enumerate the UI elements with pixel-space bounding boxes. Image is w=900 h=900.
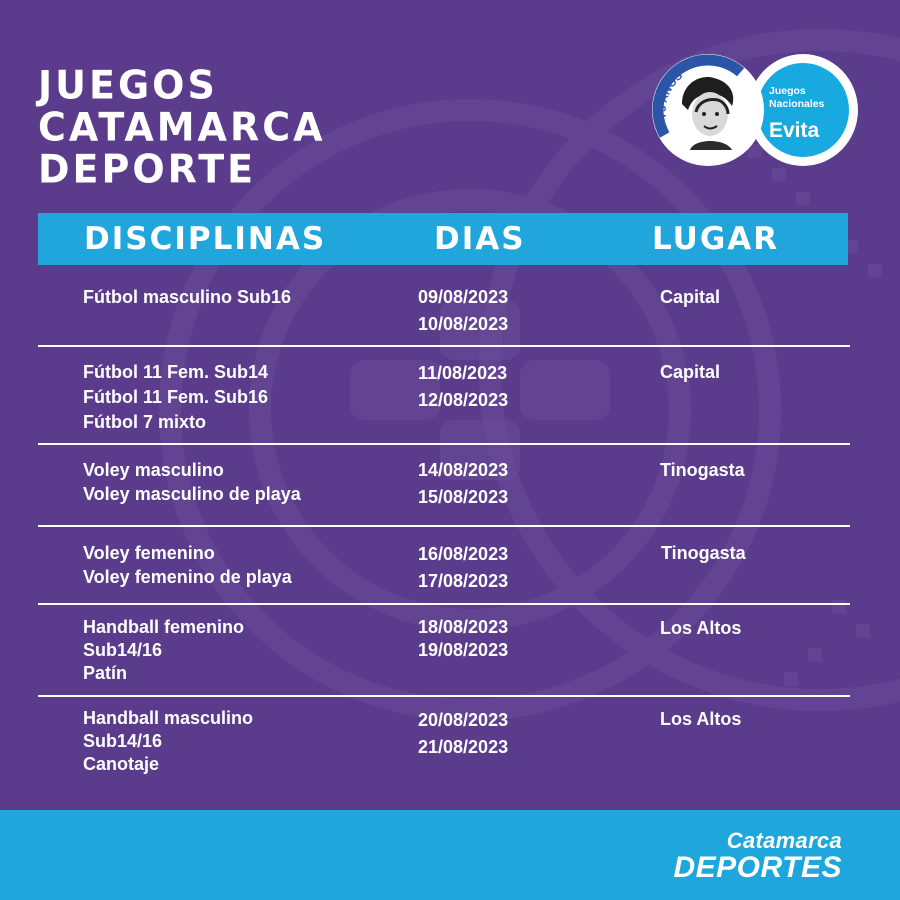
date-item: 15/08/2023 (418, 487, 509, 507)
lugar-cell: Capital (660, 287, 721, 307)
logo-line1: Juegos (769, 85, 806, 97)
logo-anos-text: 75 AÑOS (656, 69, 686, 119)
header-disciplinas: DISCIPLINAS (84, 221, 327, 257)
footer-brand-line1: Catamarca (726, 828, 842, 853)
row-divider (38, 345, 850, 347)
logo-blue-badge (748, 54, 858, 166)
date-item: 18/08/2023 (418, 617, 509, 637)
disciplina-item: Fútbol 11 Fem. Sub16 (83, 387, 269, 407)
disciplina-item: Voley femenino (83, 543, 215, 563)
date-item: 17/08/2023 (418, 571, 509, 591)
header-dias: DIAS (434, 221, 526, 257)
lugar-cell: Capital (660, 362, 721, 382)
svg-text:75 AÑOS (657, 70, 686, 119)
table-row (38, 458, 850, 522)
disciplina-item: Patín (83, 663, 128, 683)
date-item: 11/08/2023 (418, 363, 508, 383)
disciplina-item: Voley masculino de playa (83, 484, 301, 504)
lugar-cell: Tinogasta (660, 460, 745, 480)
row-divider (38, 525, 850, 527)
juegos-evita-logo (652, 52, 858, 172)
table-header (38, 213, 848, 265)
disciplinas-cell (83, 616, 244, 685)
date-item: 14/08/2023 (418, 460, 509, 480)
date-item: 20/08/2023 (418, 710, 509, 730)
dias-cell (418, 457, 508, 511)
title-line: DEPORTE (38, 146, 257, 192)
date-item: 21/08/2023 (418, 737, 509, 757)
disciplina-item: Fútbol masculino Sub16 (83, 287, 292, 307)
date-item: 09/08/2023 (418, 287, 509, 307)
dias-cell (418, 707, 508, 761)
footer-bar (0, 810, 900, 900)
date-item: 12/08/2023 (418, 390, 509, 410)
page-title (38, 64, 358, 190)
disciplinas-cell (83, 360, 268, 435)
disciplina-item: Fútbol 11 Fem. Sub14 (83, 362, 269, 382)
row-divider (38, 603, 850, 605)
logo-line2: Nacionales (769, 98, 825, 110)
logo-line3: Evita (769, 119, 820, 142)
disciplina-item: Fútbol 7 mixto (83, 412, 206, 432)
header-lugar: LUGAR (652, 221, 780, 257)
disciplinas-cell (83, 458, 301, 506)
table-row (38, 360, 850, 440)
lugar-cell: Los Altos (660, 709, 742, 729)
catamarca-deportes-logo (674, 830, 843, 884)
title-line: CATAMARCA (38, 104, 326, 150)
disciplinas-cell (83, 541, 292, 589)
dias-cell (418, 360, 508, 414)
logo-portrait-badge (652, 54, 764, 166)
footer-brand-line2: DEPORTES (673, 851, 842, 884)
disciplina-item: Canotaje (83, 754, 160, 774)
row-divider (38, 695, 850, 697)
table-row (38, 284, 850, 344)
date-item: 19/08/2023 (418, 640, 509, 660)
row-divider (38, 443, 850, 445)
lugar-cell: Los Altos (660, 618, 742, 638)
disciplina-item: Voley femenino de playa (83, 567, 292, 587)
table-row (38, 616, 850, 694)
table-row (38, 541, 850, 603)
dias-cell (418, 616, 508, 662)
disciplina-item: Sub14/16 (83, 731, 163, 751)
disciplinas-cell (83, 285, 291, 309)
table-row (38, 707, 850, 787)
date-item: 16/08/2023 (418, 544, 509, 564)
disciplina-item: Voley masculino (83, 460, 224, 480)
dias-cell (418, 284, 508, 338)
title-line: JUEGOS (38, 62, 218, 108)
date-item: 10/08/2023 (418, 314, 509, 334)
disciplina-item: Handball masculino (83, 708, 254, 728)
disciplina-item: Sub14/16 (83, 640, 163, 660)
disciplina-item: Handball femenino (83, 617, 245, 637)
dias-cell (418, 541, 508, 595)
lugar-cell: Tinogasta (661, 543, 746, 563)
disciplinas-cell (83, 707, 253, 776)
